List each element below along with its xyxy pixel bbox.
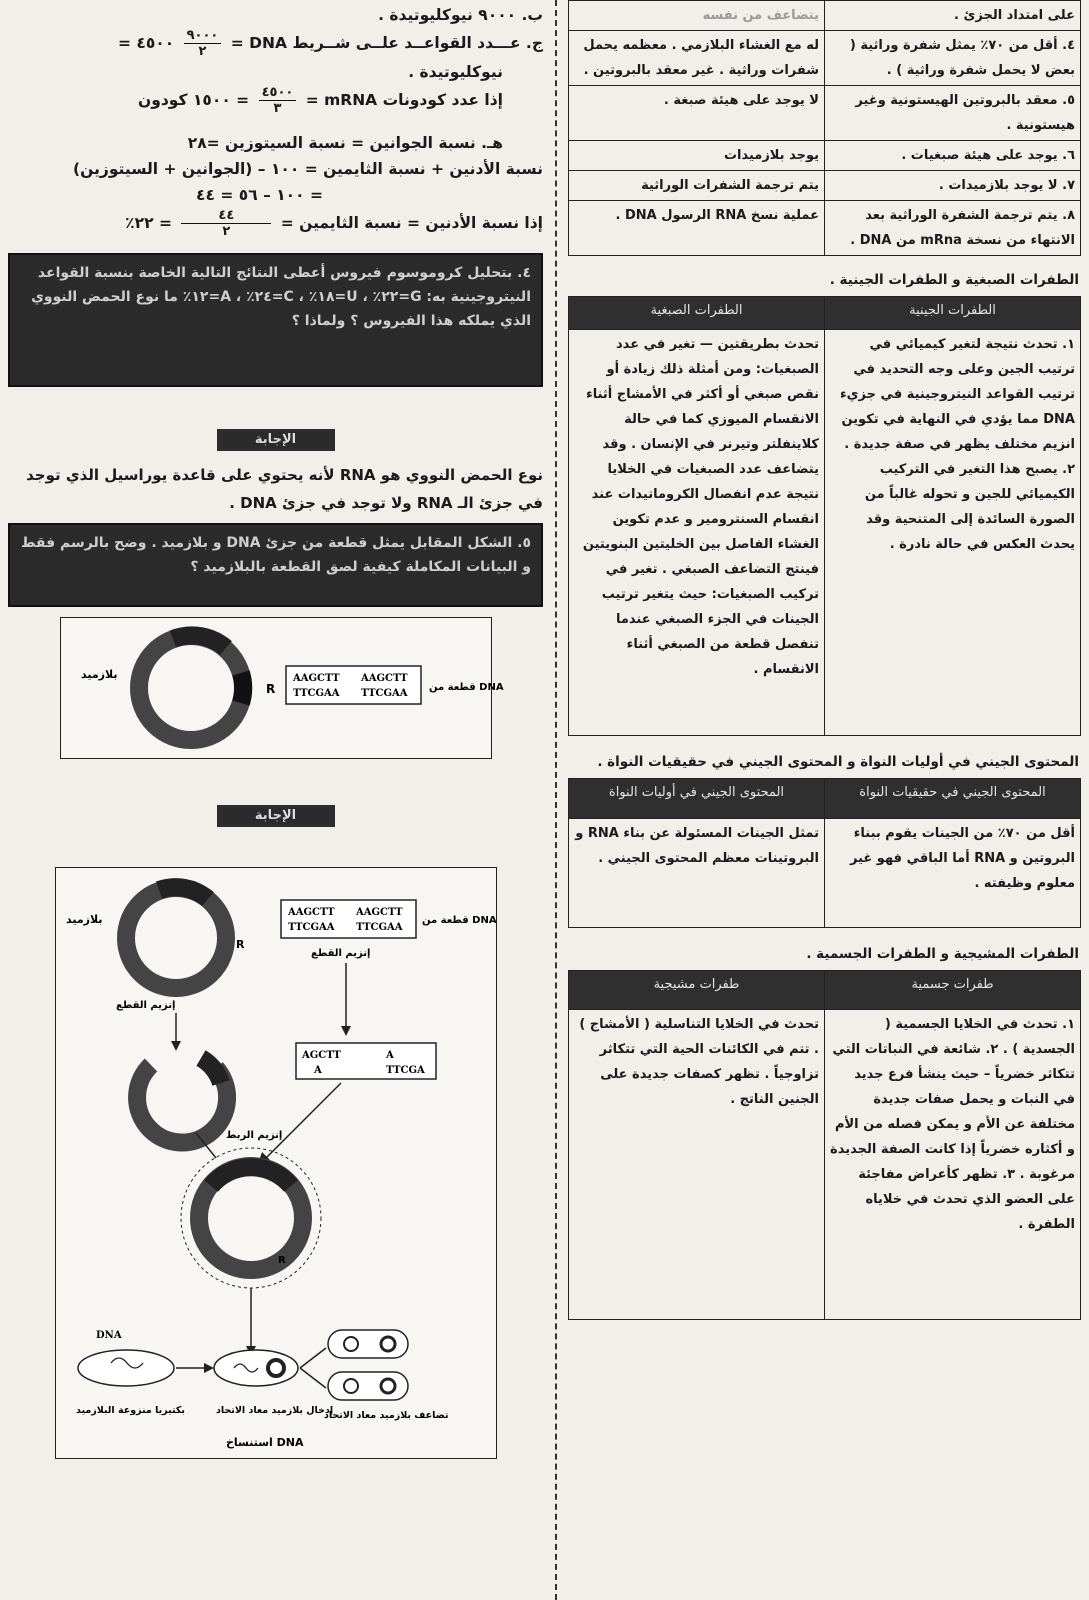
value-1: ٤٥٠٠ = bbox=[117, 34, 175, 52]
table-dna-comparison bbox=[568, 0, 1081, 256]
fraction-3 bbox=[181, 208, 271, 239]
answer-label-5: الإجابة bbox=[217, 805, 335, 827]
t3-head-pro: المحتوى الجيني في أوليات النواة bbox=[569, 779, 825, 819]
fig2-seq-top-2: AAGCTT bbox=[355, 907, 403, 918]
line-j2: نيوكليوتيدة . bbox=[408, 63, 503, 81]
fraction-3-num: ٤٤ bbox=[181, 208, 271, 224]
fig2-frag-b: A bbox=[313, 1065, 322, 1076]
t1-cell-a: ٧. لا يوجد بلازميدات . bbox=[825, 171, 1081, 201]
line-codon-text: إذا عدد كودونات mRNA = bbox=[305, 91, 503, 109]
figure-dna-cloning bbox=[55, 867, 497, 1459]
fraction-2-den: ٣ bbox=[273, 101, 282, 116]
question-4-box: ٤. بتحليل كروموسوم فيروس أعطى النتائج التالية الخاصة بنسبة القواعد النيتروجينية به: G=٢٢٪ ، U=١٨٪ ، C=٢٤٪ ، A=١٢٪ ما نوع الحمض النووي الذي يملكه هذا الفيروس ؟ ولماذا ؟ bbox=[8, 253, 543, 387]
answer-4: نوع الحمض النووي هو RNA لأنه يحتوي على قاعدة يوراسيل الذي توجد في جزئ الـ RNA ولا توجد في جزئ DNA . bbox=[26, 466, 543, 512]
fig2-seq-top-1: AAGCTT bbox=[287, 907, 335, 918]
table-row bbox=[569, 86, 1081, 141]
fig2-enzyme-cut-label: إنزيم القطع bbox=[310, 948, 370, 959]
line-j-text: ج. عـــدد القواعــد علــى شــريط DNA = bbox=[230, 34, 543, 52]
fraction-3-den: ٢ bbox=[222, 224, 231, 239]
t1-cell-b: يتم ترجمة الشفرات الوراثية bbox=[569, 171, 825, 201]
table-row bbox=[569, 171, 1081, 201]
fig1-seq-top-2: AAGCTT bbox=[360, 673, 408, 684]
table-genetic-content bbox=[568, 778, 1081, 928]
fig2-frag-top: AGCTT bbox=[301, 1050, 341, 1061]
table-row bbox=[569, 31, 1081, 86]
t4-germ-cell: تحدث في الخلايا التناسلية ( الأمشاج ) . تتم في الكائنات الحية التي تتكاثر تزاوجياً . تظهر كصفات جديدة على الجنين الناتج . bbox=[569, 1010, 825, 1320]
t2-head-chrom: الطفرات الصبغية bbox=[569, 297, 825, 330]
section-2-title: الطفرات الصبغية و الطفرات الجينية . bbox=[829, 272, 1079, 288]
fig2-r-bottom: R bbox=[277, 1255, 286, 1266]
fig2-insert: إدخال بلازميد معاد الاتحاد bbox=[215, 1405, 333, 1416]
t1-cell-b: عملية نسخ RNA الرسول DNA . bbox=[569, 201, 825, 256]
t1-cell-b: لا يوجد على هيئة صبغة . bbox=[569, 86, 825, 141]
t4-head-som: طفرات جسمية bbox=[825, 971, 1081, 1010]
fig1-seq-top-1: AAGCTT bbox=[292, 673, 340, 684]
section-4-title: الطفرات المشيجية و الطفرات الجسمية . bbox=[806, 946, 1079, 962]
t1-cell-b: يتضاعف من نفسه bbox=[569, 1, 825, 31]
right-column bbox=[568, 0, 1081, 1600]
t1-cell-a: ٨. يتم ترجمة الشفرة الوراثية بعد الانتهاء من نسخة mRna من DNA . bbox=[825, 201, 1081, 256]
fig2-dna-piece-label: قطعة من DNA bbox=[421, 915, 497, 926]
t1-cell-b: له مع الغشاء البلازمي . معظمه يحمل شفرات وراثية . غير معقد بالبروتين . bbox=[569, 31, 825, 86]
t1-cell-b: يوجد بلازميدات bbox=[569, 141, 825, 171]
t3-head-euk: المحتوى الجيني في حقيقيات النواة bbox=[825, 779, 1081, 819]
fig1-seq-bot-1: TTCGAA bbox=[292, 688, 340, 699]
t2-head-gene: الطفرات الجينية bbox=[825, 297, 1081, 330]
fig2-frag-bot: TTCGA bbox=[385, 1065, 425, 1076]
t1-cell-a: على امتداد الجزئ . bbox=[825, 1, 1081, 31]
t1-cell-a: ٦. يوجد على هيئة صبغيات . bbox=[825, 141, 1081, 171]
line-h4-text: إذا نسبة الأدنين = نسبة الثايمين = bbox=[280, 214, 543, 232]
table-row bbox=[569, 818, 1081, 927]
t4-head-germ: طفرات مشيجية bbox=[569, 971, 825, 1010]
fig2-enzyme-ligase-label: إنزيم الربط bbox=[225, 1130, 282, 1141]
section-3-title: المحتوى الجيني في أوليات النواة و المحتوى الجيني في حقيقيات النواة . bbox=[597, 754, 1079, 770]
line-codon bbox=[8, 85, 543, 116]
column-divider bbox=[555, 0, 557, 1600]
table-header-row bbox=[569, 971, 1081, 1010]
t2-gene-cell: ١. تحدث نتيجة لتغير كيميائي في ترتيب الجين وعلى وجه التحديد في ترتيب القواعد النيتروجينية في جزيء DNA مما يؤدي في النهاية في تكوين انزيم مختلف يظهر في صفة جديدة . ٢. يصبح هذا التغير في التركيب الكيميائي للجين و تحوله غالباً من الصورة السائدة إلى المتنحية وقد يحدث العكس في حالة نادرة . bbox=[825, 330, 1081, 736]
fig2-seq-bot-1: TTCGAA bbox=[287, 922, 335, 933]
fig2-multiply: تضاعف بلازميد معاد الاتحاد bbox=[323, 1410, 449, 1421]
fraction-1 bbox=[184, 28, 222, 59]
fig2-plasmid-label: بلازميد bbox=[65, 913, 102, 926]
line-b: ب. ٩٠٠٠ نيوكليوتيدة . bbox=[378, 6, 543, 24]
t2-chrom-cell: تحدث بطريقتين — تغير في عدد الصبغيات: ومن أمثلة ذلك زيادة أو نقص صبغي أو أكثر في الأمشاج أثناء الانقسام الميوزي كما في حالة كلاينفلتر وتيرنر في الإنسان . وقد يتضاعف عدد الصبغيات في الخلايا نتيجة عدم انفصال الكروماتيدات عند انقسام السنترومير و عدم تكوين الغشاء الفاصل بين الخليتين البنويتين فينتج التضاعف الصبغي . تغير في تركيب الصبغيات: حيث يتغير ترتيب الجينات في الجزء الصبغي عندما تنفصل قطعة من الصبغي أثناء الانقسام . bbox=[569, 330, 825, 736]
fraction-1-num: ٩٠٠٠ bbox=[184, 28, 222, 44]
fig2-frag-a: A bbox=[385, 1050, 394, 1061]
fig2-seq-bot-2: TTCGAA bbox=[355, 922, 403, 933]
table-header-row bbox=[569, 297, 1081, 330]
value-2: = ١٥٠٠ كودون bbox=[137, 91, 250, 109]
value-3: = ٢٢٪ bbox=[125, 214, 172, 232]
t3-pro-cell: تمثل الجينات المسئولة عن بناء RNA و البروتينات معظم المحتوى الجيني . bbox=[569, 818, 825, 927]
table-header-row bbox=[569, 779, 1081, 819]
fig2-dna-label: DNA bbox=[95, 1330, 122, 1341]
fraction-1-den: ٢ bbox=[198, 44, 207, 59]
t4-som-cell: ١. تحدث في الخلايا الجسمية ( الجسدية ) . ٢. شائعة في النباتات التي تتكاثر خضرياً – حيث ينشأ فرع جديد في النبات و يحمل صفات جديدة مختلفة عن الأم و يمكن فصله من الأم و أكثاره خضرياً إذا كانت الصفة الجديدة مرغوبة . ٣. تظهر كأعراض مفاجئة على العضو الذي تحدث في خلاياه الطفرة . bbox=[825, 1010, 1081, 1320]
line-h: هـ. نسبة الجوانين = نسبة السيتوزين =٢٨ bbox=[187, 134, 503, 152]
figure-2-svg bbox=[56, 868, 496, 1458]
table-1-body bbox=[569, 1, 1081, 256]
fraction-2 bbox=[259, 85, 297, 116]
figure-1-svg bbox=[61, 618, 504, 758]
t3-euk-cell: أقل من ٧٠٪ من الجينات يقوم ببناء البروتين و RNA أما الباقي فهو غير معلوم وظيفته . bbox=[825, 818, 1081, 927]
answer-label-4: الإجابة bbox=[217, 429, 335, 451]
table-row bbox=[569, 201, 1081, 256]
table-mutations-chrom-gene bbox=[568, 296, 1081, 736]
line-h3: = ١٠٠ – ٥٦ = ٤٤ bbox=[196, 186, 323, 204]
table-row bbox=[569, 330, 1081, 736]
t1-cell-a: ٤. أقل من ٧٠٪ يمثل شفرة وراثية ( بعض لا يحمل شفرة وراثية ) . bbox=[825, 31, 1081, 86]
table-row bbox=[569, 1010, 1081, 1320]
figure-plasmid-dna bbox=[60, 617, 504, 759]
fraction-2-num: ٤٥٠٠ bbox=[259, 85, 297, 101]
line-j bbox=[8, 28, 543, 59]
t1-cell-a: ٥. معقد بالبروتين الهيستونية وغير هيستونية . bbox=[825, 86, 1081, 141]
fig1-seq-bot-2: TTCGAA bbox=[360, 688, 408, 699]
left-column bbox=[8, 0, 543, 1600]
table-row bbox=[569, 1, 1081, 31]
fig1-plasmid-label: بلازميد bbox=[80, 668, 117, 681]
fig1-r: R bbox=[265, 682, 275, 696]
table-row bbox=[569, 141, 1081, 171]
fig1-dna-label: قطعة من DNA bbox=[428, 682, 504, 693]
fig2-r-top: R bbox=[235, 938, 244, 951]
table-germ-somatic bbox=[568, 970, 1081, 1320]
line-h2: نسبة الأدنين + نسبة الثايمين = ١٠٠ – (الجوانين + السيتوزين) bbox=[73, 160, 543, 178]
fig2-enzyme-cut-label-2: إنزيم القطع bbox=[115, 1000, 175, 1011]
fig2-bacteria-removed: بكتيريا منزوعة البلازميد bbox=[75, 1405, 185, 1416]
question-5-box: ٥. الشكل المقابل يمثل قطعة من جزئ DNA و بلازميد . وضح بالرسم فقط و البيانات المكاملة كيفية لصق القطعة بالبلازميد ؟ bbox=[8, 523, 543, 607]
fig2-caption: استنساخ DNA bbox=[225, 1436, 304, 1449]
line-h4 bbox=[8, 208, 543, 239]
